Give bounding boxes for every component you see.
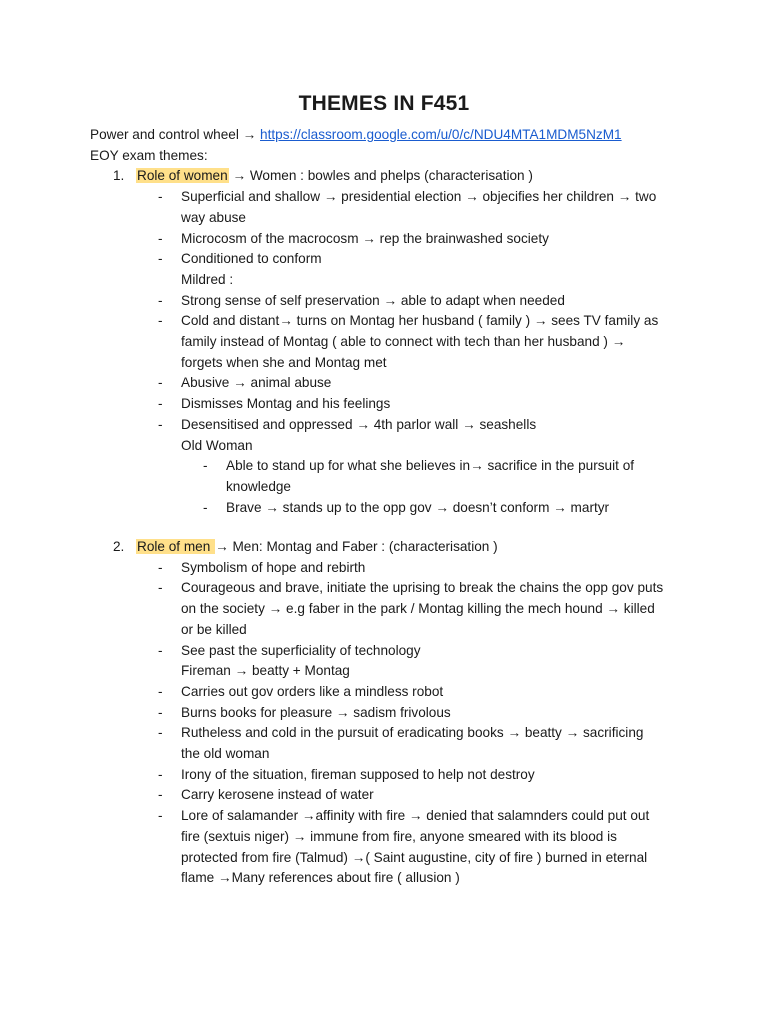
bullet-dash: - xyxy=(158,396,163,412)
bullet-text: flame →Many references about fire ( allusion ) xyxy=(181,870,460,886)
bullet-text: the old woman xyxy=(181,746,270,761)
bullet-text: knowledge xyxy=(226,478,291,494)
bullet-dash: - xyxy=(158,704,163,720)
subheading-text: Old Woman xyxy=(181,437,253,453)
bullet-text: Superficial and shallow → presidential election → objecifies her children → two xyxy=(181,189,657,205)
section-heading xyxy=(136,166,533,187)
bullet-text: on the society → e.g faber in the park / Montag killing the mech hound → killed xyxy=(181,601,655,617)
bullet-text: Able to stand up for what she believes in→ sacrifice in the pursuit of xyxy=(226,458,635,474)
bullet-text: Burns books for pleasure → sadism frivolous xyxy=(181,704,451,720)
bullet-text: Brave → stands up to the opp gov → doesn’t conform → martyr xyxy=(226,499,610,515)
bullet-dash: - xyxy=(203,499,208,515)
section-heading-text: → Men: Montag and Faber : (characterisation ) xyxy=(215,539,498,554)
classroom-link[interactable]: https://classroom.google.com/u/0/c/NDU4MTA1MDM5NzM1 xyxy=(260,127,622,142)
bullet-dash: - xyxy=(158,642,163,658)
header-label: EOY exam themes: xyxy=(90,147,208,163)
bullet-dash: - xyxy=(158,725,163,741)
highlighted-theme: Role of women xyxy=(137,168,228,184)
bullet-text: Courageous and brave, initiate the uprising to break the chains the opp gov puts xyxy=(181,580,664,596)
bullet-dash: - xyxy=(158,189,163,205)
section-number: 1. xyxy=(113,168,125,184)
highlighted-theme: Role of men xyxy=(137,539,215,554)
header-line xyxy=(90,125,622,146)
bullet-dash: - xyxy=(158,313,163,329)
bullet-text: Abusive → animal abuse xyxy=(181,375,332,391)
bullet-dash: - xyxy=(158,766,163,782)
bullet-dash: - xyxy=(158,251,163,267)
bullet-dash: - xyxy=(158,559,163,575)
bullet-text: family instead of Montag ( able to connect with tech than her husband ) → xyxy=(181,334,626,349)
bullet-dash: - xyxy=(158,580,163,596)
bullet-text: Carry kerosene instead of water xyxy=(181,787,374,803)
bullet-text: way abuse xyxy=(181,209,246,225)
header-line xyxy=(90,146,208,167)
bullet-text: Carries out gov orders like a mindless robot xyxy=(181,683,444,699)
bullet-dash: - xyxy=(158,230,163,246)
subheading-text: Fireman → beatty + Montag xyxy=(181,663,350,679)
section-number: 2. xyxy=(113,539,125,554)
bullet-dash: - xyxy=(158,787,163,803)
bullet-dash: - xyxy=(158,375,163,391)
bullet-text: or be killed xyxy=(181,621,247,637)
bullet-text: See past the superficiality of technology xyxy=(181,642,421,658)
bullet-text: Strong sense of self preservation → able to adapt when needed xyxy=(181,292,565,308)
bullet-dash: - xyxy=(158,683,163,699)
bullet-dash: - xyxy=(158,808,163,824)
bullet-text: Rutheless and cold in the pursuit of eradicating books → beatty → sacrificing xyxy=(181,725,644,741)
bullet-text: Conditioned to conform xyxy=(181,251,322,267)
bullet-text: Dismisses Montag and his feelings xyxy=(181,396,391,412)
bullet-dash: - xyxy=(203,458,208,474)
bullet-dash: - xyxy=(158,292,163,308)
bullet-text: Desensitised and oppressed → 4th parlor wall → seashells xyxy=(181,416,537,432)
bullet-text: Microcosm of the macrocosm → rep the brainwashed society xyxy=(181,230,549,246)
bullet-text: Irony of the situation, fireman supposed to help not destroy xyxy=(181,766,535,782)
bullet-text: fire (sextuis niger) → immune from fire, anyone smeared with its blood is xyxy=(181,828,617,844)
bullet-text: Cold and distant→ turns on Montag her husband ( family ) → sees TV family as xyxy=(181,313,659,329)
document-title: THEMES IN F451 xyxy=(298,92,470,115)
header-label: Power and control wheel → xyxy=(90,127,261,142)
section-heading xyxy=(136,537,498,558)
bullet-text: protected from fire (Talmud) →( Saint augustine, city of fire ) burned in eternal xyxy=(181,849,648,865)
bullet-text: Symbolism of hope and rebirth xyxy=(181,559,366,575)
bullet-text: forgets when she and Montag met xyxy=(181,354,387,370)
bullet-text: Lore of salamander →affinity with fire → denied that salamnders could put out xyxy=(181,808,650,824)
subheading-text: Mildred : xyxy=(181,271,234,287)
bullet-dash: - xyxy=(158,416,163,432)
section-heading-text: → Women : bowles and phelps (characterisation ) xyxy=(228,168,533,184)
